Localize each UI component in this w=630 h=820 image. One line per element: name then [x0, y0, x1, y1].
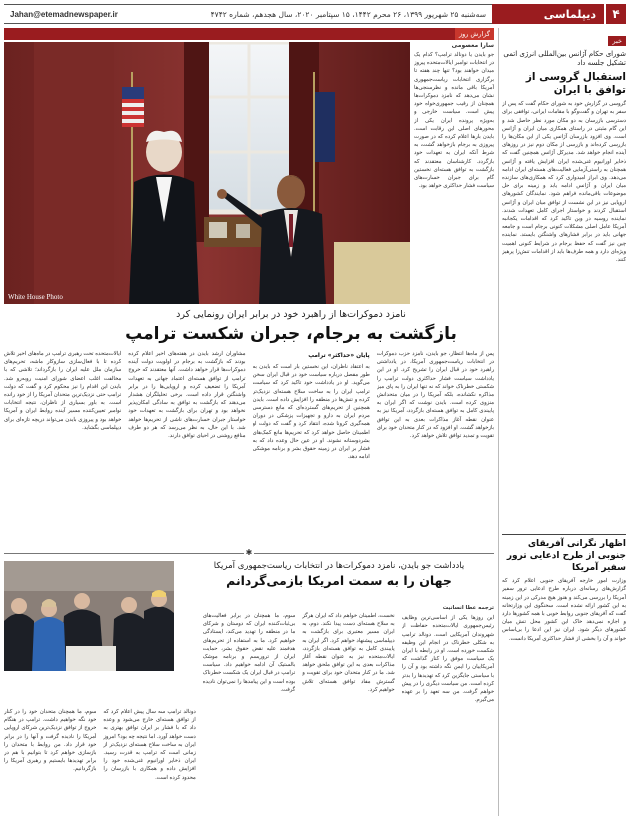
- main-subhead: پایان «حداکثر» ترامپ: [308, 353, 370, 359]
- story-separator: [4, 548, 494, 558]
- main-article-col-2-text: به اعتقاد ناظران، این نخستین بار است که بایدن به طور مفصل درباره سیاست خود در قبال ایران سخن می‌گوید. او در یادداشت خود تاکید کرد که سیاست ترامپ ایران را به ساخت سلاح هسته‌ای نزدیک‌تر کرده و تنش‌ها در منطقه را افزایش داده است. بایدن همچنین از تحریم‌های گسترده‌ای که مانع دسترسی مردم ایران به دارو و تجهیزات پزشکی در دوران همه‌گیری کرونا شده، انتقاد کرد و گفت که دولت او اطمینان حاصل خواهد کرد که تحریم‌ها مانع کمک‌های بشردوستانه نشوند. او در عین حال وعده داد که به فشار بر ایران در زمینه حقوق بشر و برنامه موشکی ادامه دهد.: [252, 363, 370, 461]
- main-kicker: نامزد دموکرات‌ها از راهبرد خود در برابر ایران رونمایی کرد: [176, 309, 406, 320]
- dateline: سه‌شنبه ۲۵ شهریور ۱۳۹۹، ۲۶ محرم ۱۴۴۲، ۱۵ سپتامبر ۲۰۲۰، سال هجدهم، شماره ۴۷۴۲: [210, 9, 486, 19]
- news-body-2: وزارت امور خارجه آفریقای جنوبی اعلام کرد که گزارش‌های رسانه‌ای درباره طرح ادعایی ترور سفیر آمریکا را بررسی می‌کند و هنوز هیچ مدرکی در این زمینه به این کشور ارائه نشده است. سخنگوی این وزارتخانه گفت که آفریقای جنوبی روابط خوبی با همه کشورها دارد و اجازه نمی‌دهد خاک این کشور محل تنش میان کشورهای دیگر شود. ایران نیز این ادعا را بی‌اساس خواند و آن را بخشی از فشار حداکثری آمریکا دانست.: [502, 578, 626, 642]
- lower-article-col-1: [402, 594, 494, 816]
- main-article-col-2: [253, 350, 370, 546]
- news-body: گروسی در گزارش خود به شورای حکام گفت که پس از سفر به تهران و گفت‌وگو با مقامات ایرانی، توافقی برای دسترسی بازرسان به دو مکان مورد نظر حاصل شد و این گام مثبتی در راستای همکاری میان ایران و آژانس است. وی افزود بازرسان آژانس یکی از این مکان‌ها را بازرسی کرده‌اند و بازرسی از مکان دوم نیز در روزهای آینده انجام خواهد شد. مدیرکل آژانس همچنین گفت که ذخایر اورانیوم غنی‌شده ایران افزایش یافته و آژانس همچنان به راستی‌آزمایی فعالیت‌های هسته‌ای ایران ادامه می‌دهد. وی ابراز امیدواری کرد که همکاری‌های سازنده میان ایران و آژانس ادامه یابد و زمینه برای حل موضوعات باقی‌مانده فراهم شود. نمایندگان کشورهای اروپایی نیز در این نشست از توافق میان ایران و آژانس استقبال کردند و خواستار اجرای کامل تعهدات شدند. نماینده روسیه در وین تاکید کرد که اقدامات یکجانبه آمریکا عامل اصلی مشکلات کنونی برجام است و جامعه جهانی باید در برابر فشارهای واشنگتن بایستد. نماینده چین نیز گفت که حفظ برجام در شرایط کنونی اهمیت ویژه‌ای دارد و همه طرف‌ها باید از اقدامات تنش‌زا پرهیز کنند.: [502, 101, 626, 263]
- main-headline: بازگشت به برجام، جبران شکست ترامپ: [125, 324, 457, 344]
- photo-illustration: [4, 42, 410, 304]
- report-bar: [4, 28, 494, 40]
- page-number: ۴: [606, 4, 626, 24]
- lower-article-col-4: دونالد ترامپ سه سال پیش اعلام کرد که از توافق هسته‌ای خارج می‌شود و وعده داد که با فشار بر ایران توافق بهتری به دست خواهد آورد. اما نتیجه چه بود؟ امروز ایران به ساخت سلاح هسته‌ای نزدیک‌تر از زمانی است که ترامپ به قدرت رسید. ایران ذخایر اورانیوم غنی‌شده خود را افزایش داده و همکاری با بازرسان را محدود کرده است.: [103, 709, 196, 781]
- lower-kicker: یادداشت جو بایدن، نامزد دموکرات‌ها در انتخابات ریاست‌جمهوری آمریکا: [213, 561, 465, 571]
- lower-article-col-2: نخست، اطمینان خواهم داد که ایران هرگز به سلاح هسته‌ای دست پیدا نکند. دوم، به ایران مسیر معتبری برای بازگشت به دیپلماسی پیشنهاد خواهم کرد. اگر ایران به پایبندی کامل به توافق هسته‌ای بازگردد، ایالات‌متحده نیز به عنوان نقطه آغاز مذاکرات بعدی به این توافق ملحق خواهد شد. ما در کنار متحدان خود برای تقویت و گسترش مفاد توافق هسته‌ای تلاش خواهیم کرد.: [302, 613, 395, 693]
- main-intro-text: جو بایدن یا دونالد ترامپ؟ کدام یک در انتخابات نوامبر ایالات‌متحده پیروز میدان خواهند بود؟ تنها چند هفته تا برگزاری انتخابات ریاست‌جمهوری آمریکا باقی مانده و نظرسنجی‌ها نشان می‌دهد که نامزد دموکرات‌ها همچنان از رقیب جمهوری‌خواه خود پیش است. سیاست خارجی و به‌ویژه پرونده ایران یکی از محورهای اصلی این رقابت است. بایدن بارها اعلام کرده که در صورت پیروزی به برجام بازخواهد گشت، به شرط آنکه ایران به تعهدات خود بازگردد. کارشناسان معتقدند که بازگشت به توافق هسته‌ای نخستین گام برای جبران خسارت‌های سیاست فشار حداکثری خواهد بود.: [414, 52, 494, 190]
- lower-article-columns: [4, 594, 494, 816]
- right-news-column: [502, 28, 626, 816]
- column-divider: [502, 534, 626, 535]
- main-article-col-1: پس از ماه‌ها انتظار، جو بایدن، نامزد حزب دموکرات در انتخابات ریاست‌جمهوری آمریکا، در یادداشتی راهبرد خود در قبال ایران را تشریح کرد. او در این یادداشت سیاست فشار حداکثری دولت ترامپ را شکستی خطرناک خواند که نه تنها ایران را به پای میز مذاکره نکشانده، بلکه آمریکا را در میان متحدانش منزوی کرده است. بایدن نوشت که اگر ایران به پایبندی کامل به توافق هسته‌ای بازگردد، آمریکا نیز به عنوان نقطه آغاز مذاکرات بعدی به این توافق بازخواهد گشت. او افزود که در کنار متحدان خود برای تقویت و تمدید توافق تلاش خواهد کرد.: [376, 351, 494, 440]
- column-separator: [498, 28, 499, 816]
- main-article-col-3: مشاوران ارشد بایدن در هفته‌های اخیر اعلام کرده بودند که بازگشت به برجام در اولویت دولت آینده دموکرات‌ها قرار خواهد داشت. آنها معتقدند که خروج ترامپ از توافق هسته‌ای اعتماد جهانی به تعهدات آمریکا را تضعیف کرده و اروپایی‌ها را در برابر واشنگتن قرار داده است. برخی تحلیلگران هشدار می‌دهند که بازگشت به توافق به سادگی امکان‌پذیر نخواهد بود و تهران برای بازگشت به تعهدات خود خواستار جبران خسارت‌های ناشی از تحریم‌ها خواهد شد. با این حال، به نظر می‌رسد که هر دو طرف منافع روشنی در احیای توافق دارند.: [128, 351, 246, 440]
- header-info-bar: [4, 4, 492, 24]
- news-kicker: شورای حکام آژانس بین‌المللی انرژی اتمی تشکیل جلسه داد: [503, 50, 626, 68]
- news-tag: خبر: [608, 36, 626, 46]
- report-tag: گزارش روز: [455, 28, 494, 40]
- main-story-area: [4, 28, 494, 816]
- star-icon: ✱: [245, 548, 253, 557]
- lower-headline: جهان را به سمت امریکا بازمی‌گردانم: [226, 573, 452, 588]
- main-article-col-4: ایالات‌متحده تحت رهبری ترامپ در ماه‌های اخیر تلاش کرده تا با فعال‌سازی سازوکار ماشه، تحریم‌های سازمان ملل علیه ایران را بازگرداند؛ تلاشی که با مخالفت اغلب اعضای شورای امنیت روبه‌رو شد. بایدن این اقدام را نیز محکوم کرد و گفت که دولت ترامپ حتی نزدیک‌ترین متحدان آمریکا را از خود رانده است. به باور بسیاری از ناظران، نتیجه انتخابات نوامبر تعیین‌کننده مسیر آینده روابط ایران و آمریکا خواهد بود و پیروزی بایدن می‌تواند دریچه تازه‌ای برای دیپلماسی بگشاید.: [4, 351, 122, 431]
- section-title: دیپلماسی: [492, 4, 604, 24]
- main-byline: سارا معصومی: [451, 42, 494, 49]
- lower-article-col-1-text: این روزها یکی از اساسی‌ترین وظایف رئیس‌جمهوری ایالات‌متحده حفاظت از شهروندان آمریکایی است. دونالد ترامپ به شکلی خطرناک در انجام این وظیفه شکست خورده است. او در رابطه با ایران یک سیاست موفق را کنار گذاشت که آمریکاییان را ایمن نگه داشته بود و آن را با سیاستی جایگزین کرد که تهدیدها را بدتر کرده است. من سیاست دیگری را در پیش خواهم گرفت. من سه تعهد را بر عهده می‌گیرم.: [401, 615, 494, 704]
- lower-article-col-3: سوم، ما همچنان در برابر فعالیت‌های بی‌ثبات‌کننده ایران که دوستان و شرکای ما در منطقه را تهدید می‌کند، ایستادگی خواهیم کرد. ما به استفاده از تحریم‌های هدفمند علیه نقض حقوق بشر، حمایت ایران از تروریسم و برنامه موشک بالستیک آن ادامه خواهیم داد. سیاست ترامپ در قبال ایران یک شکست خطرناک بوده است و این پیامدها را نمی‌توان نادیده گرفت.: [202, 613, 296, 693]
- news-headline-2: اظهار نگرانی آفریقای جنوبی از طرح ادعایی ترور سفیر آمریکا: [506, 539, 626, 573]
- oval-office-photo: [4, 42, 410, 304]
- main-story-sidebar-text: [414, 42, 494, 304]
- lower-byline: ترجمه عطا انسانیت: [442, 605, 494, 611]
- main-article-columns: [4, 350, 494, 546]
- photo-credit: White House Photo: [8, 293, 63, 301]
- page-header: [4, 4, 626, 24]
- newspaper-email[interactable]: Jahan@etemadnewspaper.ir: [10, 9, 118, 19]
- lower-article-col-5: سوم، ما همچنان متحدان خود را در کنار خود نگه خواهیم داشت. ترامپ در هنگام خروج از توافق نزدیک‌ترین شرکای اروپایی آمریکا را نادیده گرفت و آنها را در برابر خود قرار داد. من روابط با متحدان را بازسازی خواهم کرد تا بتوانیم با هم در برابر تهدیدها بایستیم و رهبری آمریکا را بازگردانیم.: [3, 709, 97, 773]
- news-headline: استقبال گروسی از توافق با ایران: [525, 70, 626, 96]
